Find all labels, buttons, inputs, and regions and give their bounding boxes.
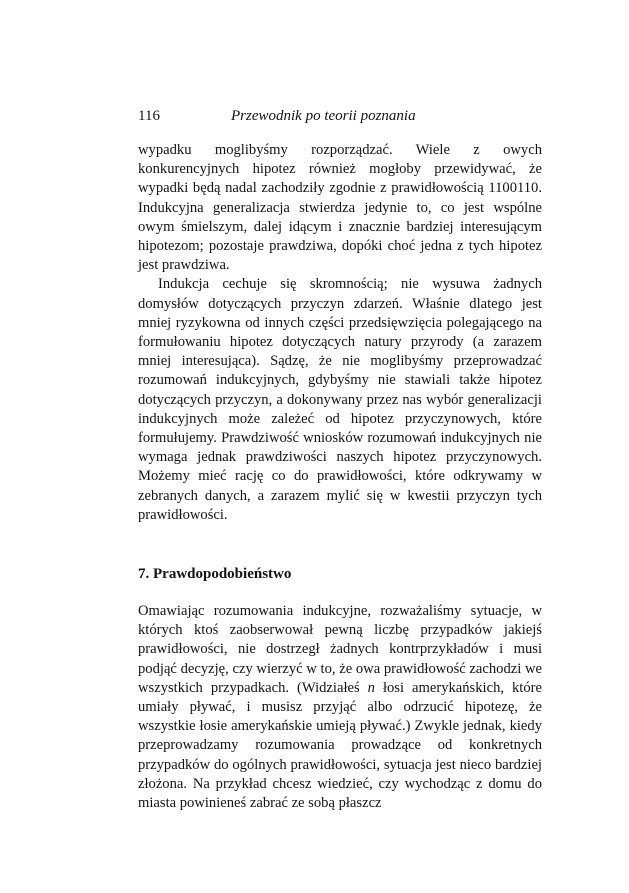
paragraph-induction: Indukcja cechuje się skromnością; nie wysuwa żadnych domysłów dotyczących przyczyn zdarzeń. Właśnie dlatego jest mniej ryzykowna od innych części przedsięwzięcia polegającego na formułowaniu hipotez dotyczących natury przyrody (a zarazem mniej interesująca). Sądzę, że nie moglibyśmy przeprowadzać rozumowań indukcyjnych, gdybyśmy nie stawiali także hipotez dotyczących przyczyn, a dokonywany przez nas wybór generalizacji indukcyjnych może zależeć od hipotez przyczynowych, które formułujemy. Prawdziwość wniosków rozumowań indukcyjnych nie wymaga jednak prawdziwości naszych hipotez przyczynowych. Możemy mieć rację co do prawidłowości, które odkrywamy w zebranych danych, a zarazem mylić się w kwestii przyczyn tych prawidłowości.	[138, 276, 542, 523]
book-page	[138, 106, 542, 813]
running-title: Przewodnik po teorii poznania	[231, 108, 416, 124]
section-heading: 7. Prawdopodobieństwo	[138, 566, 292, 583]
paragraph-probability	[138, 602, 542, 813]
paragraph-text-part1: Omawiając rozumowania indukcyjne, rozważaliśmy sytuacje, w których ktoś zaobserwował pewną liczbę przypadków jakiejś prawidłowości, nie dostrzegł żadnych kontrprzykładów i musi podjąć decyzję, czy wierzyć w to, że owa prawidłowość zachodzi we wszystkich przypadkach. (Widziałeś	[138, 603, 542, 696]
paragraph-continued: wypadku moglibyśmy rozporządzać. Wiele z owych konkurencyjnych hipotez również mogłoby przewidywać, że wypadki będą nadal zachodziły zgodnie z prawidłowością 1100110. Indukcyjna generalizacja stwierdza jedynie to, co jest wspólne owym śmielszym, dalej idącym i znacznie bardziej interesującym hipotezom; pozostaje prawdziwa, dopóki choć jedna z tych hipotez jest prawdziwa.	[138, 142, 542, 274]
paragraph-text-part2: łosi amerykańskich, które umiały pływać, i musisz przyjąć albo odrzucić hipotezę, że wszystkie łosie amerykańskie umieją pływać.) Zwykle jednak, kiedy przeprowadzamy rozumowania prowadzące od konkretnych przypadków do ogólnych prawidłowości, sytuacja jest nieco bardziej złożona. Na przykład chcesz wiedzieć, czy wychodząc z domu do miasta powinieneś zabrać ze sobą płaszcz	[138, 679, 542, 812]
italic-variable-n: n	[367, 679, 375, 696]
running-header	[138, 106, 542, 126]
page-number: 116	[138, 108, 160, 124]
